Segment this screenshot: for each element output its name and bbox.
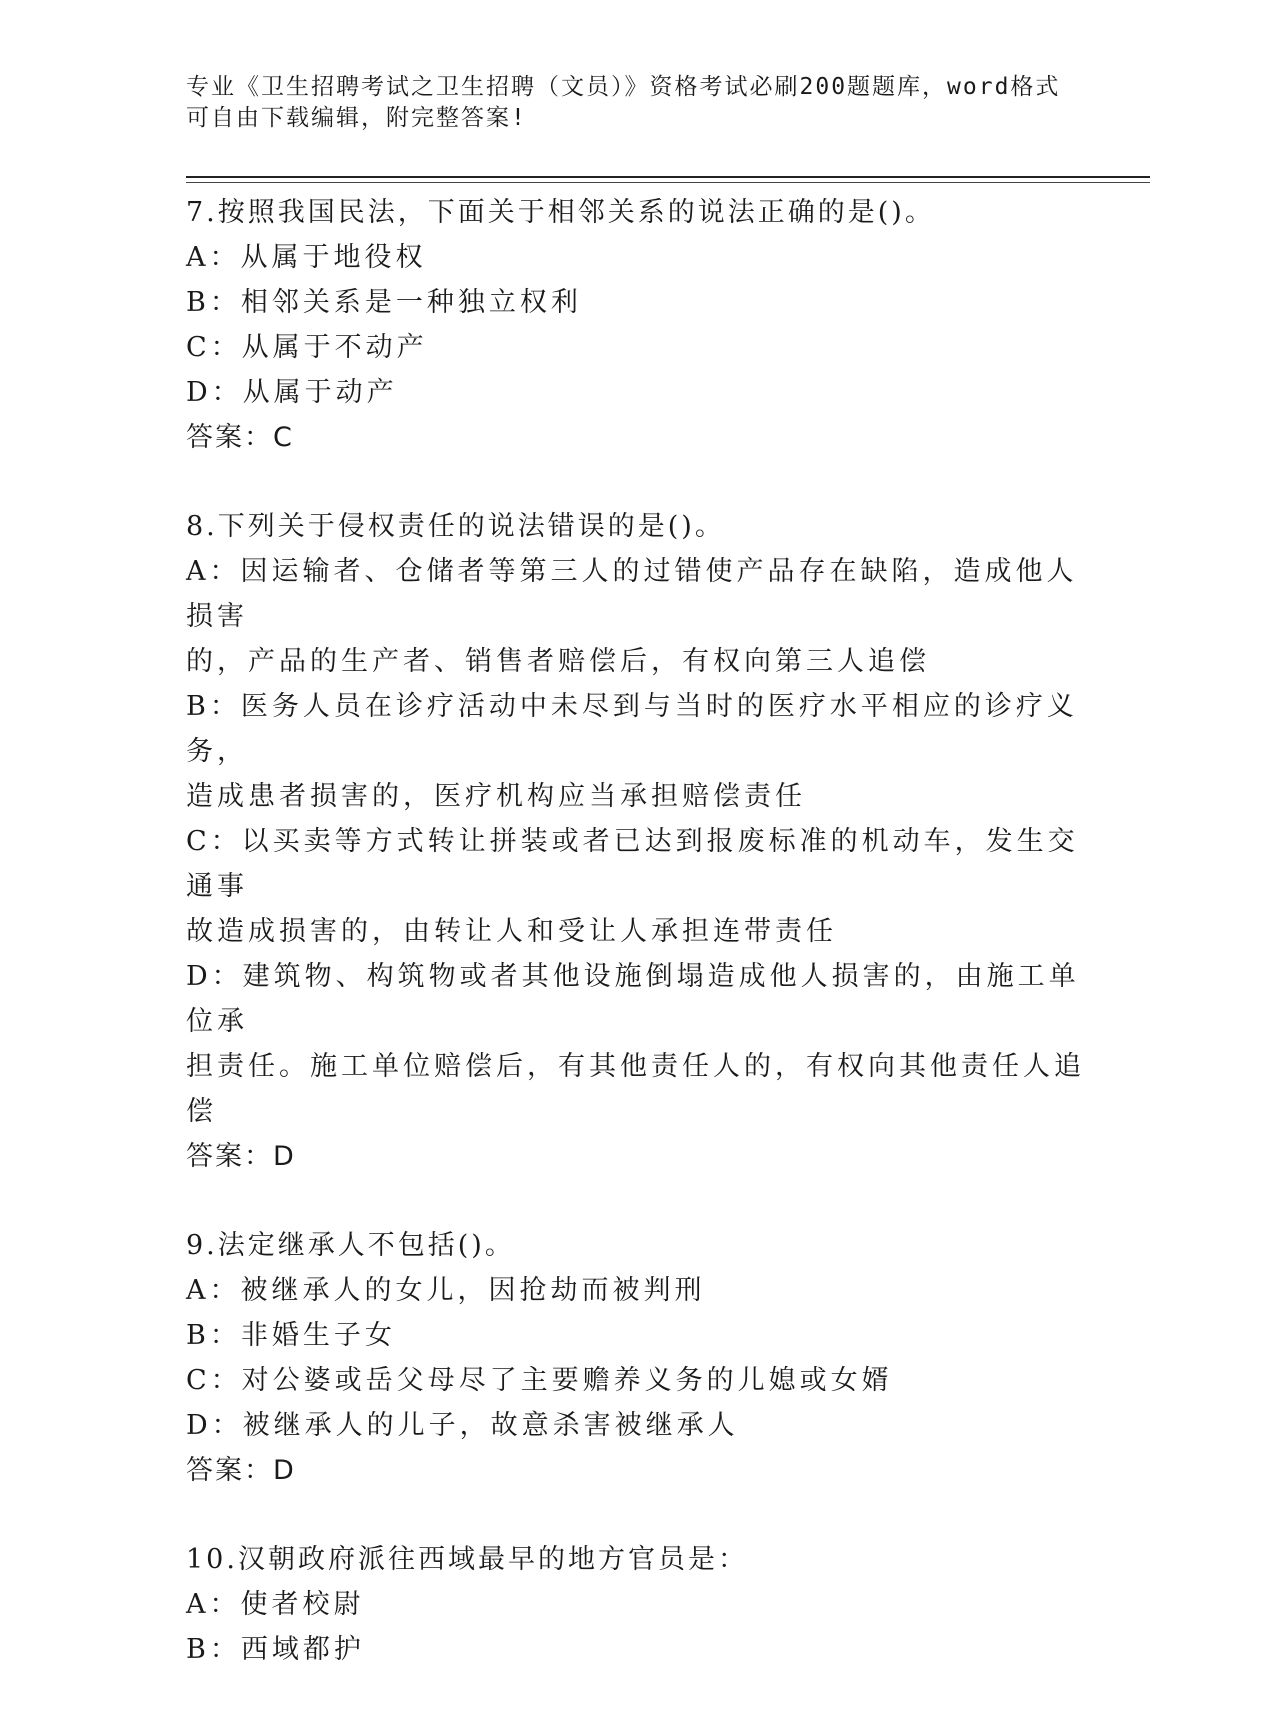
question-option-line: A：因运输者、仓储者等第三人的过错使产品存在缺陷，造成他人损害 (186, 556, 1078, 632)
question-option-line: 的，产品的生产者、销售者赔偿后，有权向第三人追偿 (186, 646, 930, 677)
question-option-line: 故造成损害的，由转让人和受让人承担连带责任 (186, 916, 837, 947)
question-option-line: A：从属于地役权 (186, 242, 427, 273)
question-block (186, 504, 1086, 1179)
question-answer: 答案：D (186, 1455, 296, 1486)
question-option-line: A：被继承人的女儿，因抢劫而被判刑 (186, 1275, 706, 1306)
question-option-line: B：西域都护 (186, 1634, 365, 1665)
question-answer: 答案：D (186, 1141, 296, 1172)
question-option-line: B：医务人员在诊疗活动中未尽到与当时的医疗水平相应的诊疗义务， (186, 691, 1078, 767)
question-option-line: D：从属于动产 (186, 377, 398, 408)
question-option-line: C：对公婆或岳父母尽了主要赡养义务的儿媳或女婿 (186, 1365, 893, 1396)
question-block (186, 1537, 1086, 1672)
question-stem: 9.法定继承人不包括()。 (186, 1230, 515, 1261)
question-block (186, 190, 1086, 460)
question-list (186, 190, 1086, 1716)
question-stem: 10.汉朝政府派往西域最早的地方官员是： (186, 1544, 748, 1575)
question-option-line: B：相邻关系是一种独立权利 (186, 287, 582, 318)
question-option-line: 担责任。施工单位赔偿后，有其他责任人的，有权向其他责任人追偿 (186, 1051, 1085, 1127)
header-rule-thick (186, 176, 1150, 178)
header-rule-thin (186, 182, 1150, 183)
question-option-line: D：被继承人的儿子，故意杀害被继承人 (186, 1410, 739, 1441)
question-option-line: A：使者校尉 (186, 1589, 365, 1620)
header-line-2: 可自由下载编辑，附完整答案! (186, 105, 527, 131)
question-stem: 7.按照我国民法，下面关于相邻关系的说法正确的是()。 (186, 197, 935, 228)
question-option-line: C：从属于不动产 (186, 332, 428, 363)
question-option-line: 造成患者损害的，医疗机构应当承担赔偿责任 (186, 781, 806, 812)
question-option-line: C：以买卖等方式转让拼装或者已达到报废标准的机动车，发生交通事 (186, 826, 1079, 902)
question-stem: 8.下列关于侵权责任的说法错误的是()。 (186, 511, 725, 542)
question-option-line: D：建筑物、构筑物或者其他设施倒塌造成他人损害的，由施工单位承 (186, 961, 1080, 1037)
document-header (186, 72, 1066, 134)
question-answer: 答案：C (186, 422, 294, 453)
question-block (186, 1223, 1086, 1493)
header-line-1: 专业《卫生招聘考试之卫生招聘（文员）》资格考试必刷200题题库，word格式 (186, 74, 1061, 100)
question-option-line: B：非婚生子女 (186, 1320, 396, 1351)
